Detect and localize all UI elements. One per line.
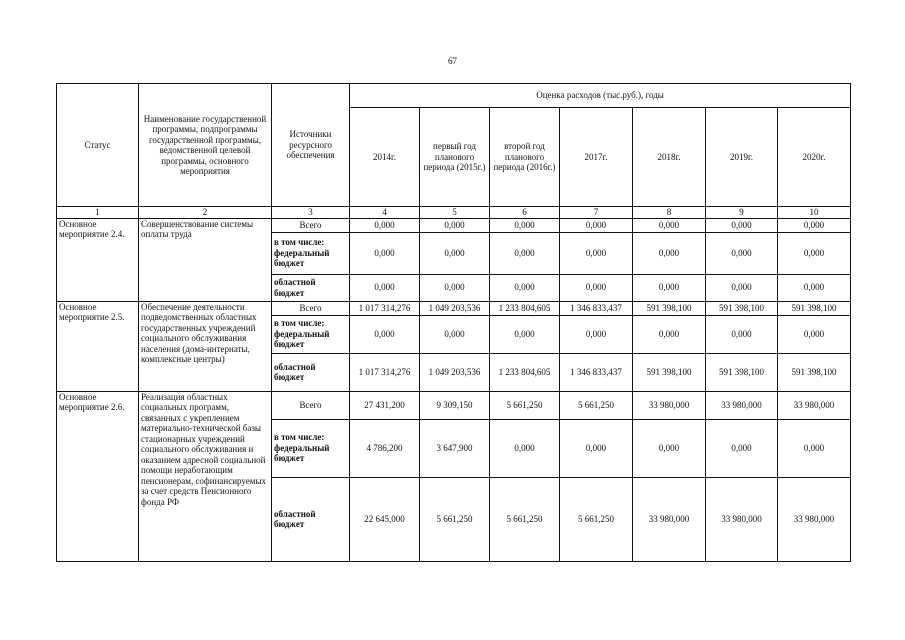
value-cell: 0,000 — [560, 419, 633, 477]
value-cell: 1 346 833,437 — [560, 301, 633, 315]
value-cell: 1 049 203,536 — [420, 301, 490, 315]
block-name: Совершенствование системы оплаты труда — [139, 218, 272, 301]
value-cell: 5 661,250 — [490, 477, 560, 561]
column-number: 10 — [778, 207, 851, 219]
column-number: 5 — [420, 207, 490, 219]
column-number: 7 — [560, 207, 633, 219]
value-cell: 0,000 — [706, 274, 778, 301]
source-label: областной бюджет — [272, 353, 350, 391]
source-label: в том числе: федеральный бюджет — [272, 315, 350, 353]
header-year: 2020г. — [778, 108, 851, 207]
value-cell: 9 309,150 — [420, 391, 490, 419]
header-year: 2017г. — [560, 108, 633, 207]
value-cell: 0,000 — [560, 274, 633, 301]
source-label: областной бюджет — [272, 274, 350, 301]
value-cell: 22 645,000 — [350, 477, 420, 561]
value-cell: 0,000 — [350, 232, 420, 274]
block-status: Основное мероприятие 2.5. — [57, 301, 139, 391]
column-number: 8 — [633, 207, 706, 219]
block-name: Обеспечение деятельности подведомственных областных государственных учреждений социального обслуживания населения (дома-интернаты, комплексные центры) — [139, 301, 272, 391]
value-cell: 0,000 — [420, 315, 490, 353]
source-label: в том числе: федеральный бюджет — [272, 419, 350, 477]
header-year: второй год планового периода (2016г.) — [490, 108, 560, 207]
source-label: Всего — [272, 301, 350, 315]
header-status: Статус — [57, 84, 139, 207]
value-cell: 5 661,250 — [560, 477, 633, 561]
block-name: Реализация областных социальных программ, связанных с укреплением материально-технической базы стационарных учреждений социального обслуживания и оказанием адресной социальной помощи неработающим пенсионерам, софинансируемых за счет средств Пенсионного фонда РФ — [139, 391, 272, 561]
value-cell: 1 017 314,276 — [350, 301, 420, 315]
value-cell: 0,000 — [490, 315, 560, 353]
value-cell: 0,000 — [778, 274, 851, 301]
value-cell: 27 431,200 — [350, 391, 420, 419]
value-cell: 591 398,100 — [706, 353, 778, 391]
source-label: областной бюджет — [272, 477, 350, 561]
value-cell: 0,000 — [560, 232, 633, 274]
value-cell: 0,000 — [706, 218, 778, 232]
column-number: 9 — [706, 207, 778, 219]
value-cell: 33 980,000 — [706, 391, 778, 419]
header-group-title: Оценка расходов (тыс.руб.), годы — [350, 84, 851, 108]
source-label: в том числе: федеральный бюджет — [272, 232, 350, 274]
page-number: 67 — [448, 56, 457, 66]
column-number: 6 — [490, 207, 560, 219]
header-name: Наименование государственной программы, подпрограммы государственной программы, ведомственной целевой программы, основного мероприятия — [139, 84, 272, 207]
value-cell: 33 980,000 — [633, 477, 706, 561]
value-cell: 0,000 — [420, 274, 490, 301]
value-cell: 0,000 — [490, 419, 560, 477]
source-label: Всего — [272, 218, 350, 232]
value-cell: 0,000 — [420, 232, 490, 274]
expense-table — [56, 83, 851, 562]
value-cell: 0,000 — [420, 218, 490, 232]
value-cell: 0,000 — [350, 315, 420, 353]
value-cell: 5 661,250 — [490, 391, 560, 419]
value-cell: 0,000 — [560, 218, 633, 232]
block-status: Основное мероприятие 2.4. — [57, 218, 139, 301]
value-cell: 591 398,100 — [706, 301, 778, 315]
column-number: 1 — [57, 207, 139, 219]
value-cell: 33 980,000 — [778, 477, 851, 561]
column-number: 4 — [350, 207, 420, 219]
value-cell: 1 233 804,605 — [490, 301, 560, 315]
value-cell: 0,000 — [350, 274, 420, 301]
value-cell: 0,000 — [633, 274, 706, 301]
value-cell: 0,000 — [706, 419, 778, 477]
value-cell: 1 049 203,536 — [420, 353, 490, 391]
header-year: 2018г. — [633, 108, 706, 207]
value-cell: 33 980,000 — [706, 477, 778, 561]
value-cell: 0,000 — [778, 218, 851, 232]
header-year: 2019г. — [706, 108, 778, 207]
column-number: 2 — [139, 207, 272, 219]
value-cell: 591 398,100 — [778, 301, 851, 315]
header-sources: Источники ресурсного обеспечения — [272, 84, 350, 207]
value-cell: 4 786,200 — [350, 419, 420, 477]
value-cell: 33 980,000 — [633, 391, 706, 419]
value-cell: 33 980,000 — [778, 391, 851, 419]
value-cell: 1 233 804,605 — [490, 353, 560, 391]
source-label: Всего — [272, 391, 350, 419]
value-cell: 0,000 — [706, 232, 778, 274]
value-cell: 1 017 314,276 — [350, 353, 420, 391]
value-cell: 0,000 — [706, 315, 778, 353]
value-cell: 0,000 — [778, 232, 851, 274]
value-cell: 0,000 — [633, 218, 706, 232]
value-cell: 591 398,100 — [778, 353, 851, 391]
value-cell: 0,000 — [633, 419, 706, 477]
header-year: первый год планового периода (2015г.) — [420, 108, 490, 207]
value-cell: 0,000 — [633, 232, 706, 274]
value-cell: 591 398,100 — [633, 301, 706, 315]
column-number: 3 — [272, 207, 350, 219]
value-cell: 0,000 — [778, 419, 851, 477]
value-cell: 0,000 — [778, 315, 851, 353]
value-cell: 0,000 — [350, 218, 420, 232]
value-cell: 591 398,100 — [633, 353, 706, 391]
value-cell: 0,000 — [633, 315, 706, 353]
value-cell: 0,000 — [560, 315, 633, 353]
value-cell: 5 661,250 — [560, 391, 633, 419]
header-year: 2014г. — [350, 108, 420, 207]
value-cell: 5 661,250 — [420, 477, 490, 561]
value-cell: 3 647,900 — [420, 419, 490, 477]
block-status: Основное мероприятие 2.6. — [57, 391, 139, 561]
value-cell: 1 346 833,437 — [560, 353, 633, 391]
value-cell: 0,000 — [490, 218, 560, 232]
value-cell: 0,000 — [490, 232, 560, 274]
value-cell: 0,000 — [490, 274, 560, 301]
